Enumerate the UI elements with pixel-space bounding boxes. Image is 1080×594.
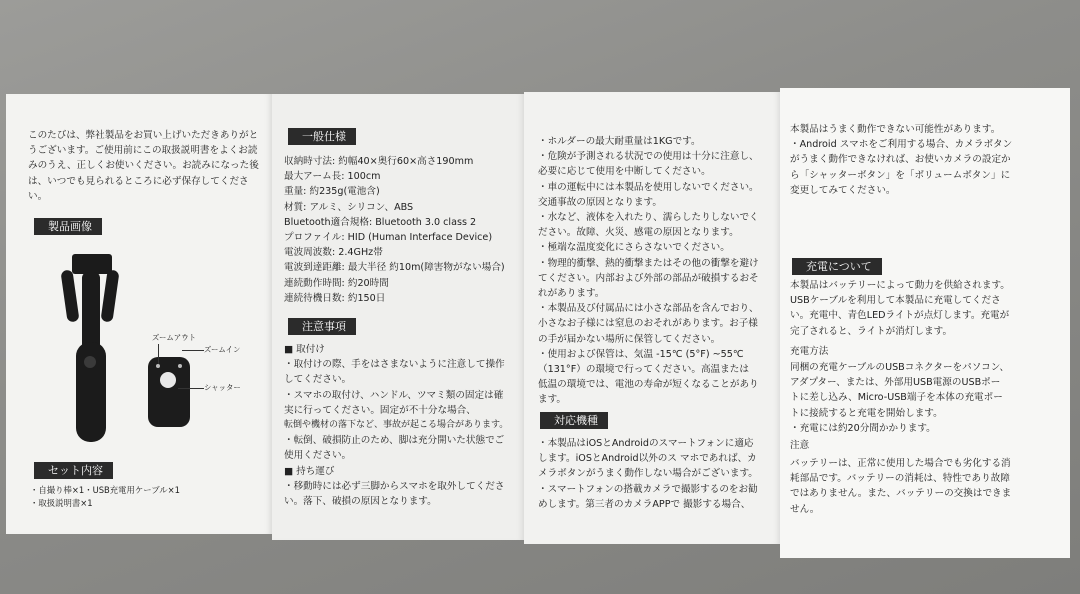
stick-button-icon — [84, 356, 96, 368]
instruction-leaflet — [6, 88, 1070, 558]
safety-line: ます。 — [538, 394, 567, 406]
spec-line: 重量: 約235g(電池含) — [284, 186, 380, 198]
caution-heading: 注意事項 — [288, 318, 356, 335]
charge-line: USBケーブルを利用して本製品に充電してくださ — [790, 295, 1001, 307]
callout-zoom-out: ズームアウト — [152, 333, 196, 342]
note-line: バッテリーは、正常に使用した場合でも劣化する消 — [790, 458, 1011, 469]
charge-text — [790, 278, 1010, 339]
spec-line: 連続動作時間: 約20時間 — [284, 277, 389, 289]
intro-text — [28, 128, 259, 204]
set-contents-list — [30, 484, 180, 510]
android-line: 本製品はうまく動作できない可能性があります。 — [790, 124, 1001, 135]
note-line: ではありません。また、バッテリーの交換はできま — [790, 488, 1012, 500]
spec-line: 電波到達距離: 最大半径 約10m(障害物がない場合) — [284, 262, 505, 274]
safety-list — [538, 134, 759, 408]
safety-line: ・使用および保管は、気温 -15℃ (5°F) ~55℃ — [538, 348, 744, 360]
method-line: ・充電には約20分間かかります。 — [790, 422, 936, 434]
panel-safety — [524, 92, 780, 544]
android-note — [790, 122, 1012, 198]
caution-line: ■ 持ち運び — [284, 465, 335, 477]
charge-line: 本製品はバッテリーによって動力を供給されます。 — [790, 280, 1010, 291]
spec-line: 電波周波数: 2.4GHz帯 — [284, 247, 383, 259]
safety-line: 必要に応じて使用を中断してください。 — [538, 166, 711, 178]
spec-list — [284, 154, 505, 306]
spec-heading: 一般仕様 — [288, 128, 356, 145]
intro-line: うございます。ご使用前にこの取扱説明書をよくお読 — [28, 145, 258, 157]
caution-line: 実に行ってください。固定が不十分な場合、 — [284, 404, 476, 416]
intro-line: みのうえ、正しくお使いください。お読みになった後 — [28, 160, 259, 172]
safety-line: の手が届かない場所に保管してください。 — [538, 333, 721, 345]
spec-line: 材質: アルミ、シリコン、ABS — [284, 201, 414, 213]
android-line: ・Android スマホをご利用する場合、カメラボタン — [790, 139, 1013, 151]
spec-line: 最大アーム長: 100cm — [284, 171, 381, 183]
charge-line: 完了されると、ライトが消灯します。 — [790, 325, 953, 337]
compat-line: めします。第三者のカメラAPPで 撮影する場合、 — [538, 498, 751, 510]
safety-line: ださい。故障、火災、感電の原因となります。 — [538, 227, 739, 239]
charge-heading: 充電について — [792, 258, 882, 275]
zoom-out-button-icon — [156, 364, 160, 368]
android-line: ら「シャッターボタン」を「ボリュームボタン」に — [790, 169, 1011, 181]
safety-line: れがあります。 — [538, 288, 605, 300]
product-image-heading: 製品画像 — [34, 218, 102, 235]
caution-line: ・スマホの取付け、ハンドル、ツマミ類の固定は確 — [284, 389, 504, 401]
compat-line: ・スマートフォンの搭載カメラで撮影するのをお勧 — [538, 483, 758, 495]
note-title: 注意 — [790, 440, 810, 451]
android-line: がうまく動作できなければ、お使いカメラの設定か — [790, 154, 1011, 166]
compat-list — [538, 436, 758, 512]
method-line: トに差し込み、Micro-USB端子を本体の充電ポー — [790, 392, 1003, 404]
note-line: 耗部品です。バッテリーの消耗は、特性であり故障 — [790, 473, 1010, 485]
charge-method-title: 充電方法 — [790, 346, 829, 357]
callout-shutter: シャッター — [204, 383, 241, 392]
note-line: せん。 — [790, 503, 820, 515]
shutter-button-icon — [160, 372, 176, 388]
zoom-in-button-icon — [178, 364, 182, 368]
remote-illustration — [148, 357, 190, 427]
caution-line: い。落下、破損の原因となります。 — [284, 496, 437, 508]
method-line: トに接続すると充電を開始します。 — [790, 407, 943, 419]
safety-line: ・危険が予測される状況での使用は十分に注意し、 — [538, 151, 759, 163]
caution-list — [284, 342, 508, 509]
intro-line: い。 — [28, 190, 48, 202]
safety-line: てください。内部および外部の部品が破損するおそ — [538, 272, 759, 284]
android-line: 変更してみてください。 — [790, 184, 896, 196]
caution-line: ・取付けの際、手をはさまないように注意して操作 — [284, 359, 505, 371]
charge-method-text — [790, 360, 1009, 436]
set-item: ・取扱説明書×1 — [30, 498, 93, 508]
callout-zoom-in: ズームイン — [204, 345, 241, 354]
safety-line: ・ホルダーの最大耐重量は1KGです。 — [538, 136, 701, 147]
caution-line: 転倒や機材の落下など、事故が起こる場合があります。 — [284, 420, 509, 431]
caution-line: 使用ください。 — [284, 450, 352, 462]
set-contents-heading: セット内容 — [34, 462, 113, 479]
panel-specs — [272, 94, 524, 540]
compat-line: します。iOSとAndroid以外のス マホであれば、カ — [538, 453, 757, 465]
spec-line: プロファイル: HID (Human Interface Device) — [284, 232, 493, 244]
panel-intro — [6, 94, 272, 534]
safety-line: 低温の環境では、電池の寿命が短くなることがあり — [538, 379, 759, 391]
note-text — [790, 456, 1011, 517]
safety-line: ・物理的衝撃、熱的衝撃またはその他の衝撃を避け — [538, 257, 759, 269]
safety-line: ・極端な温度変化にさらさないでください。 — [538, 242, 730, 254]
caution-line: ・移動時には必ず三脚からスマホを取外してくださ — [284, 480, 505, 492]
set-item: ・自撮り棒×1・USB充電用ケーブル×1 — [30, 485, 181, 495]
safety-line: 交通事故の原因となります。 — [538, 196, 662, 208]
spec-line: 収納時寸法: 約幅40×奥行60×高さ190mm — [284, 156, 474, 167]
caution-line: ・転倒、破損防止のため、脚は充分開いた状態でご — [284, 435, 505, 447]
compat-line: ・本製品はiOSとAndroidのスマートフォンに適応 — [538, 438, 754, 449]
spec-line: Bluetooth適合規格: Bluetooth 3.0 class 2 — [284, 216, 477, 228]
safety-line: ・水など、液体を入れたり、濡らしたりしないでく — [538, 212, 759, 224]
compat-heading: 対応機種 — [540, 412, 608, 429]
safety-line: 小さなお子様には窒息のおそれがあります。お子様 — [538, 318, 758, 330]
safety-line: ・本製品及び付属品には小さな部品を含んでおり、 — [538, 303, 759, 315]
method-line: アダプター、または、外部用USB電源のUSBポー — [790, 377, 1001, 389]
caution-line: ■ 取付け — [284, 344, 325, 355]
method-line: 同梱の充電ケーブルのUSBコネクターをパソコン、 — [790, 362, 1010, 373]
intro-line: このたびは、弊社製品をお買い上げいただきありがと — [28, 130, 259, 141]
panel-charging — [780, 88, 1070, 558]
compat-line: メラボタンがうまく動作しない場合がございます。 — [538, 468, 758, 480]
charge-line: い。充電中、青色LEDライトが点灯します。充電が — [790, 310, 1010, 322]
spec-line: 連続待機日数: 約150日 — [284, 292, 386, 304]
safety-line: （131°F）の環境で行ってください。高温または — [538, 364, 749, 376]
intro-line: は、いつでも見られるところに必ず保存してくださ — [28, 175, 249, 187]
caution-line: してください。 — [284, 374, 352, 386]
safety-line: ・車の運転中には本製品を使用しないでください。 — [538, 181, 759, 193]
